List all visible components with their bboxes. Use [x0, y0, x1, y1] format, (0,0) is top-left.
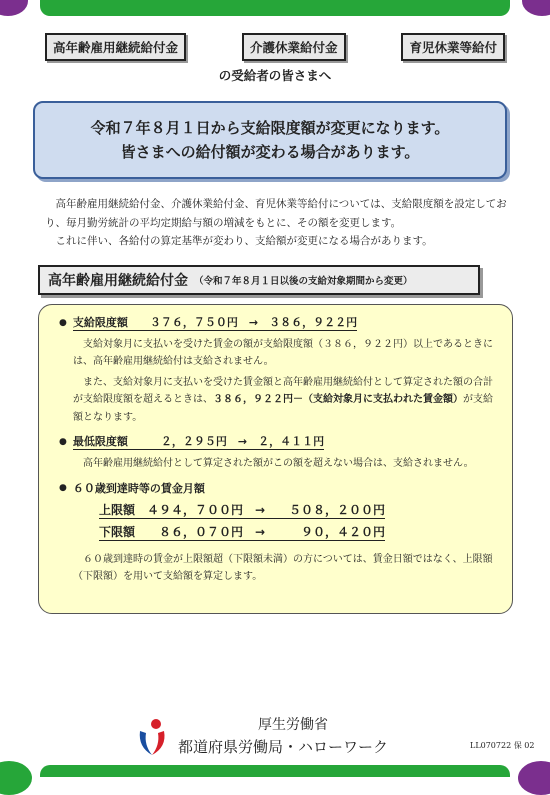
bottom-green-bar	[40, 765, 510, 777]
recipients-subtitle: の受給者の皆さまへ	[218, 68, 332, 83]
badge-care-leave-benefit: 介護休業給付金	[242, 33, 346, 61]
corner-circle-top-left	[0, 0, 28, 16]
wage60-paragraph: ６０歳到達時の賃金が上限額超（下限額未満）の方については、賃金日額ではなく、上限額（下限額）を用いて支給額を算定します。	[73, 553, 493, 582]
bullet-icon: ●	[59, 437, 67, 447]
section-note: （令和７年８月１日以後の支給対象期間から変更）	[194, 276, 413, 287]
corner-circle-bottom-left	[0, 761, 32, 795]
bullet-icon: ●	[59, 483, 67, 493]
limit-p2-formula: ３８６，９２２円－（支給対象月に支払われた賃金額）	[213, 394, 463, 405]
section-header	[38, 265, 480, 295]
wage60-label: ６０歳到達時等の賃金月額	[72, 482, 205, 495]
lower-limit-row: 下限額 ８６，０７０円 → ９０，４２０円	[99, 525, 386, 539]
benefit-badges	[45, 33, 505, 61]
badge-childcare-benefit: 育児休業等給付	[401, 33, 505, 61]
wage60-heading	[59, 480, 496, 498]
intro-paragraph-1: 高年齢雇用継続給付金、介護休業給付金、育児休業等給付については、支給限度額を設定しており、毎月勤労統計の平均定期給与額の増減をもとに、その額を変更します。	[45, 198, 507, 229]
limit-p2-tail: が支給額となります。	[73, 394, 493, 423]
limit-paragraph-2	[59, 374, 496, 427]
document-code: LL070722 保 02	[470, 741, 535, 750]
section-title: 高年齢雇用継続給付金	[48, 273, 188, 289]
intro-paragraph-2: これに伴い、各給付の算定基準が変わり、支給額が変更になる場合があります。	[55, 235, 433, 247]
bullet-icon: ●	[59, 318, 67, 328]
minimum-heading	[59, 434, 496, 452]
minimum-paragraph: 高年齢雇用継続給付として算定された額がこの額を超えない場合は、支給されません。	[83, 457, 474, 469]
headline-line-2: 皆さまへの給付額が変わる場合があります。	[120, 143, 420, 161]
limit-heading	[59, 315, 496, 333]
corner-circle-bottom-right	[518, 761, 550, 795]
limit-p2-text: また、支給対象月に支払いを受けた賃金額と高年齢雇用継続給付として算定された額の合計が支給限度額を超えるときは、	[73, 376, 493, 405]
bureau-name: 都道府県労働局・ハローワーク	[178, 738, 389, 756]
minimum-label: 最低限度額 ２，２９５円 → ２，４１１円	[72, 435, 325, 449]
ministry-name: 厚生労働省	[258, 717, 328, 733]
upper-limit-row: 上限額 ４９４，７００円 → ５０８，２００円	[99, 502, 386, 517]
intro-text	[45, 195, 510, 251]
info-panel	[38, 304, 513, 614]
limit-label: 支給限度額 ３７６，７５０円 → ３８６，９２２円	[72, 316, 358, 330]
top-green-bar	[40, 0, 510, 16]
corner-circle-top-right	[522, 0, 550, 16]
limit-paragraph-1: 支給対象月に支払いを受けた賃金の額が支給限度額（３８６，９２２円）以上であるときには、高年齢雇用継続給付は支給されません。	[73, 338, 493, 367]
headline-box	[33, 101, 507, 179]
headline-line-1: 令和７年８月１日から支給限度額が変更になります。	[90, 119, 450, 137]
mhlw-logo-icon	[134, 717, 170, 757]
badge-elderly-benefit: 高年齢雇用継続給付金	[45, 33, 186, 61]
